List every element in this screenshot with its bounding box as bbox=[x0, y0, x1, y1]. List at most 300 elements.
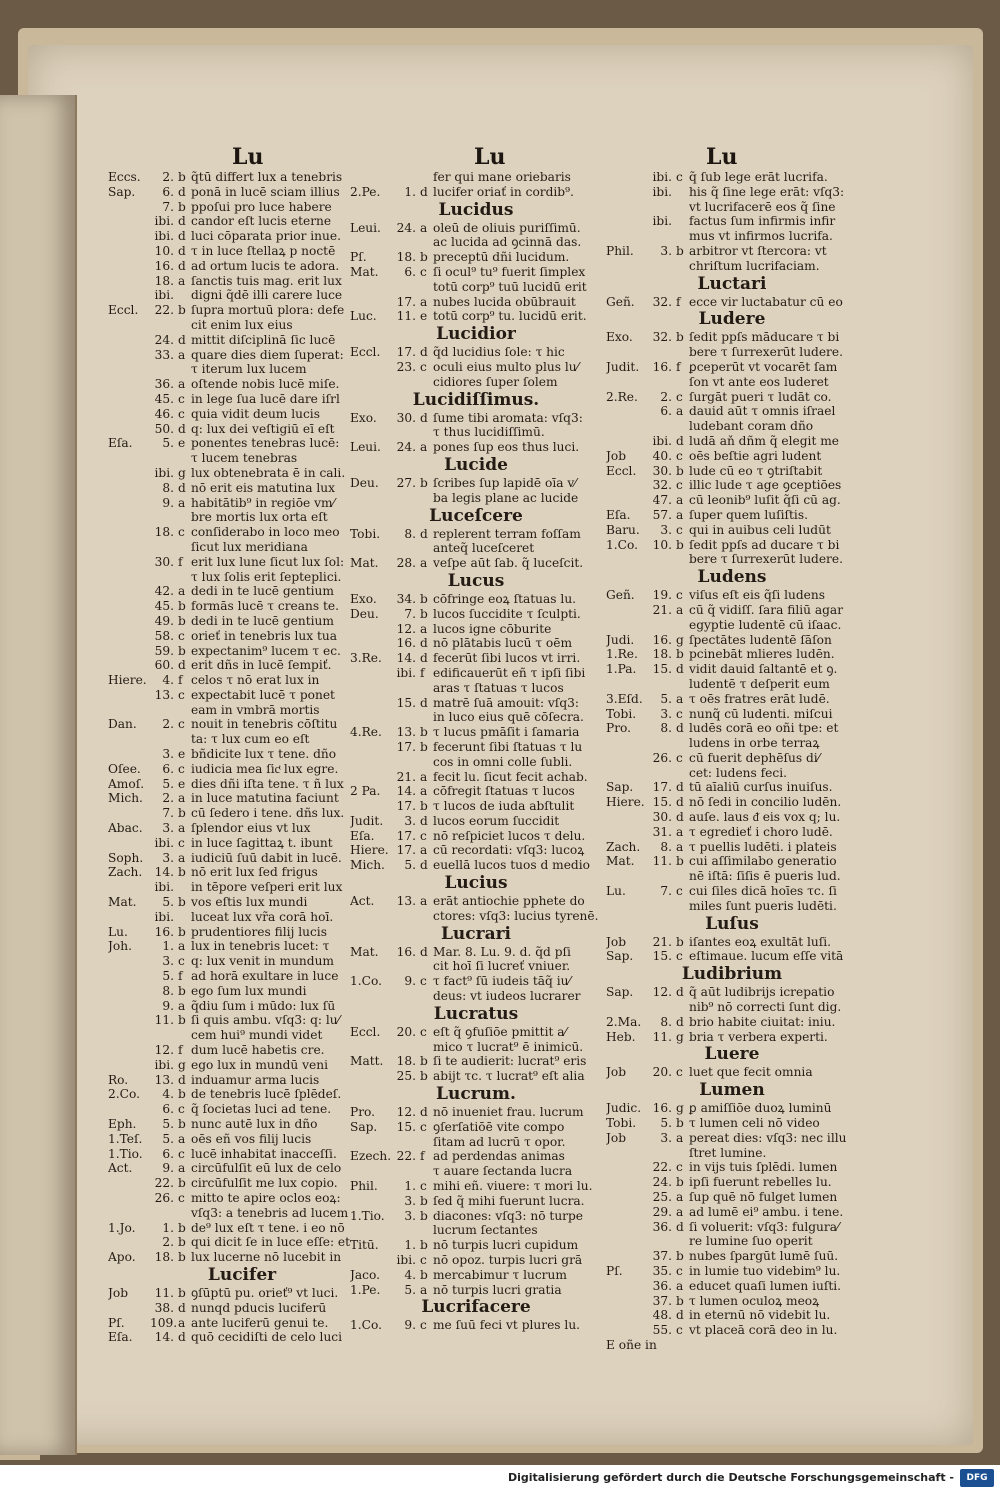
section-letter: d bbox=[178, 214, 186, 229]
concordance-entry bbox=[108, 1316, 376, 1331]
concordance-entry bbox=[350, 360, 602, 375]
section-letter: b bbox=[420, 1267, 428, 1282]
chapter-number: 37. bbox=[652, 1293, 672, 1308]
book-reference bbox=[606, 229, 648, 244]
section-letter bbox=[178, 318, 191, 333]
quotation-text: qui dicit ſe in luce eſſe: et bbox=[191, 1235, 351, 1250]
concordance-entry bbox=[108, 1013, 376, 1028]
book-reference bbox=[108, 392, 150, 407]
section-letter: b bbox=[420, 1054, 428, 1069]
chapter-number bbox=[392, 989, 420, 1004]
quotation-text: preceptū dñi lucidum. bbox=[433, 250, 570, 265]
section-letter bbox=[676, 736, 689, 751]
chapter-number: 6. bbox=[404, 264, 416, 279]
book-reference bbox=[606, 1279, 648, 1294]
chapter-number: 48. bbox=[652, 1308, 672, 1323]
concordance-entry bbox=[350, 345, 602, 360]
chapter-number: 12. bbox=[154, 1043, 174, 1058]
chapter-number: 11. bbox=[154, 1285, 174, 1300]
section-letter bbox=[420, 491, 433, 506]
section-letter bbox=[420, 375, 433, 390]
section-letter bbox=[676, 618, 689, 633]
chapter-number: 58. bbox=[154, 628, 174, 643]
quotation-text: vt placeā corā deo in lu. bbox=[689, 1323, 838, 1338]
concordance-entry bbox=[606, 229, 858, 244]
quotation-text: τ fact⁹ ſū iudeis tāq̃ iu⁄ bbox=[433, 974, 571, 989]
section-letter bbox=[420, 1040, 433, 1055]
book-reference bbox=[350, 666, 392, 681]
quotation-text: nib⁹ nō correcti ſunt dig. bbox=[689, 1000, 842, 1015]
lemma-heading: Lucus bbox=[447, 570, 505, 591]
chapter-number: 33. bbox=[154, 347, 174, 362]
concordance-entry bbox=[108, 969, 376, 984]
quotation-text: ſedit ppſs ad ducare τ bi bbox=[689, 537, 840, 552]
chapter-number bbox=[150, 362, 178, 377]
book-reference bbox=[108, 1206, 150, 1221]
quotation-text: celos τ nō erat lux in bbox=[191, 673, 320, 688]
section-letter: b bbox=[676, 1116, 684, 1131]
quotation-text: dedi in te lucē gentium bbox=[191, 613, 334, 628]
section-letter: a bbox=[676, 839, 684, 854]
chapter-number: 5. bbox=[162, 776, 174, 791]
concordance-entry bbox=[606, 677, 858, 692]
chapter-number: 18. bbox=[396, 250, 416, 265]
quotation-text: ac lucida ad ꝯcinnā das. bbox=[433, 235, 582, 250]
book-reference: Sap. bbox=[108, 184, 136, 199]
quotation-text: educet quaſi lumen iuſti. bbox=[689, 1278, 842, 1293]
book-reference: Hiere. bbox=[606, 795, 645, 810]
book-reference bbox=[350, 740, 392, 755]
section-letter: a bbox=[178, 998, 186, 1013]
concordance-entry bbox=[108, 570, 376, 585]
book-reference bbox=[108, 510, 150, 525]
section-letter: b bbox=[178, 1176, 186, 1191]
chapter-number: 30. bbox=[154, 554, 174, 569]
concordance-entry bbox=[350, 1040, 602, 1055]
quotation-text: ſup quē nō fulget lumen bbox=[689, 1190, 838, 1205]
quotation-text: in lumie tuo videbim⁹ lu. bbox=[689, 1264, 841, 1278]
book-reference bbox=[350, 1194, 392, 1209]
chapter-number: 3. bbox=[162, 747, 174, 762]
section-letter bbox=[676, 200, 689, 215]
concordance-entry bbox=[108, 629, 376, 644]
section-letter: c bbox=[676, 389, 683, 404]
chapter-number: ibi. bbox=[154, 909, 174, 924]
section-letter: b bbox=[178, 1013, 186, 1028]
quotation-text: aras τ ſtatuas τ lucos bbox=[433, 680, 564, 695]
concordance-entry bbox=[108, 1087, 376, 1102]
quotation-text: veſpe aūt ſab. q̃ luceſcit. bbox=[433, 556, 584, 571]
book-reference bbox=[606, 677, 648, 692]
book-reference: Joh. bbox=[108, 939, 132, 954]
lemma-heading: Lucide bbox=[444, 454, 508, 475]
concordance-entry bbox=[350, 1209, 602, 1224]
concordance-entry bbox=[606, 1015, 858, 1030]
chapter-number: ibi. bbox=[652, 184, 672, 199]
section-letter: c bbox=[676, 588, 683, 603]
book-reference bbox=[108, 1102, 150, 1117]
quotation-text: τ lucem tenebras bbox=[191, 451, 298, 466]
book-reference bbox=[108, 599, 150, 614]
book-reference bbox=[606, 766, 648, 781]
book-reference: Apo. bbox=[108, 1250, 136, 1265]
concordance-entry bbox=[108, 214, 376, 229]
section-letter: d bbox=[676, 810, 684, 825]
lemma-heading: Luſus bbox=[705, 913, 759, 934]
concordance-entry bbox=[606, 603, 858, 618]
book-reference bbox=[606, 1234, 648, 1249]
book-reference: 1.Tio. bbox=[350, 1208, 385, 1223]
book-reference: Titū. bbox=[350, 1238, 379, 1253]
book-reference: Eccs. bbox=[108, 170, 141, 184]
book-reference bbox=[108, 244, 150, 259]
book-reference bbox=[108, 999, 150, 1014]
book-reference: Tobi. bbox=[350, 526, 381, 541]
concordance-entry bbox=[108, 1132, 376, 1147]
concordance-entry bbox=[108, 954, 376, 969]
concordance-entry bbox=[606, 1323, 858, 1338]
section-letter: a bbox=[178, 850, 186, 865]
concordance-entry bbox=[108, 717, 376, 732]
chapter-number: 23. bbox=[396, 359, 416, 374]
section-letter: a bbox=[420, 784, 428, 799]
chapter-number: 32. bbox=[652, 294, 672, 309]
quotation-text: habitātib⁹ in regiōe vm⁄ bbox=[191, 495, 335, 510]
book-reference bbox=[606, 1294, 648, 1309]
quotation-text: de⁹ lux eſt τ tene. i eo nō bbox=[191, 1220, 345, 1235]
quotation-text: cōfregit ſtatuas τ lucos bbox=[433, 784, 575, 799]
concordance-entry bbox=[108, 703, 376, 718]
column-2 bbox=[350, 170, 602, 1333]
book-reference bbox=[108, 1235, 150, 1250]
section-letter: b bbox=[178, 983, 186, 998]
section-letter: d bbox=[178, 184, 186, 199]
quotation-text: in vijs tuis ſplēdi. lumen bbox=[689, 1160, 838, 1175]
quotation-text: nō erit lux ſed frigus bbox=[191, 865, 318, 880]
chapter-number: 50. bbox=[154, 421, 174, 436]
book-reference bbox=[606, 810, 648, 825]
section-letter: b bbox=[178, 1235, 186, 1250]
chapter-number: 17. bbox=[396, 828, 416, 843]
book-reference bbox=[108, 1301, 150, 1316]
quotation-text: ctores: vſq3: lucius tyrenē. bbox=[433, 908, 599, 923]
quotation-text: oēs beſtie agri ludent bbox=[689, 448, 822, 463]
chapter-number: 40. bbox=[652, 448, 672, 463]
section-letter bbox=[420, 989, 433, 1004]
concordance-entry bbox=[606, 1030, 858, 1045]
concordance-entry bbox=[606, 618, 858, 633]
chapter-number: 5. bbox=[660, 1116, 672, 1131]
concordance-entry bbox=[108, 1161, 376, 1176]
chapter-number bbox=[648, 736, 676, 751]
quotation-text: cū leonib⁹ luſit q̃ſi cū ag. bbox=[689, 493, 841, 508]
chapter-number: 14. bbox=[154, 1330, 174, 1345]
chapter-number: 31. bbox=[652, 824, 672, 839]
concordance-entry bbox=[606, 360, 858, 375]
section-letter: d bbox=[420, 695, 428, 710]
book-reference: 1.Tio. bbox=[108, 1146, 143, 1161]
quotation-text: ſi voluerit: vſq3: fulgura⁄ bbox=[689, 1219, 840, 1234]
concordance-entry bbox=[350, 622, 602, 637]
chapter-number: 24. bbox=[154, 332, 174, 347]
section-letter: a bbox=[178, 377, 186, 392]
concordance-entry bbox=[108, 732, 376, 747]
book-reference: 1.Co. bbox=[350, 1318, 382, 1333]
section-letter: c bbox=[420, 1318, 427, 1333]
chapter-number: 1. bbox=[404, 1238, 416, 1253]
chapter-number: 49. bbox=[154, 613, 174, 628]
concordance-entry bbox=[350, 1164, 602, 1179]
section-letter bbox=[178, 732, 191, 747]
lemma-heading: Lumen bbox=[699, 1080, 765, 1101]
concordance-entry bbox=[108, 1330, 376, 1345]
section-letter: d bbox=[178, 480, 186, 495]
quotation-text: ſon vt ante eos luderet bbox=[689, 374, 829, 389]
chapter-number: 12. bbox=[652, 985, 672, 1000]
concordance-entry bbox=[350, 843, 602, 858]
book-reference bbox=[606, 200, 648, 215]
concordance-entry bbox=[108, 865, 376, 880]
section-letter: c bbox=[676, 1323, 683, 1338]
section-letter: b bbox=[676, 1175, 684, 1190]
quotation-text: factus ſum infirmis infir bbox=[689, 214, 836, 229]
concordance-entry bbox=[350, 666, 602, 681]
quotation-text: ad horā exultare in luce bbox=[191, 969, 339, 984]
book-reference: Judit. bbox=[606, 359, 640, 374]
book-reference: Soph. bbox=[108, 850, 144, 865]
chapter-number bbox=[392, 1223, 420, 1238]
chapter-number bbox=[392, 235, 420, 250]
section-letter: d bbox=[676, 433, 684, 448]
concordance-entry bbox=[350, 651, 602, 666]
book-reference bbox=[108, 288, 150, 303]
concordance-entry bbox=[108, 274, 376, 289]
quotation-text: nō ſedi in concilio ludēn. bbox=[689, 795, 842, 810]
chapter-number: 16. bbox=[396, 944, 416, 959]
book-reference: Exo. bbox=[350, 591, 377, 606]
book-reference bbox=[350, 636, 392, 651]
section-letter: a bbox=[178, 821, 186, 836]
quotation-text: ſi ocul⁹ tu⁹ fuerit ſimplex bbox=[433, 264, 586, 279]
book-reference bbox=[350, 755, 392, 770]
quotation-text: ecce vir luctabatur cū eo bbox=[689, 294, 843, 309]
chapter-number: 11. bbox=[396, 309, 416, 324]
section-letter: c bbox=[178, 1102, 185, 1117]
section-letter: c bbox=[420, 359, 427, 374]
quotation-text: τ in luce ſtellaꝝ p noctē bbox=[191, 243, 336, 258]
book-reference bbox=[350, 1069, 392, 1084]
quotation-text: lucos ſuccidite τ ſculpti. bbox=[433, 606, 581, 621]
quotation-text: qui in auibus celi ludūt bbox=[689, 522, 831, 537]
section-letter: a bbox=[676, 1278, 684, 1293]
concordance-entry bbox=[606, 449, 858, 464]
section-letter: d bbox=[420, 410, 428, 425]
chapter-number: 8. bbox=[660, 1014, 672, 1029]
book-reference: Oſee. bbox=[108, 761, 141, 776]
quotation-text: ſpectātes ludentē ſāſon bbox=[689, 632, 832, 647]
section-letter: c bbox=[676, 1264, 683, 1278]
quotation-text: ludentē τ deſperit eum bbox=[689, 676, 830, 691]
quotation-text: iudicia mea ſicͭ lux egre. bbox=[191, 761, 339, 776]
quotation-text: mus vt infirmos lucrifa. bbox=[689, 229, 833, 244]
chapter-number: 14. bbox=[154, 865, 174, 880]
chapter-number: 17. bbox=[396, 294, 416, 309]
quotation-text: totū corp⁹ tuū lucidū erit bbox=[433, 279, 587, 294]
concordance-entry bbox=[606, 662, 858, 677]
concordance-entry bbox=[606, 825, 858, 840]
concordance-entry bbox=[108, 1301, 376, 1316]
quotation-text: nubes ſpargūt lumē ſuū. bbox=[689, 1249, 839, 1264]
book-reference: Tobi. bbox=[606, 706, 637, 721]
chapter-number: 34. bbox=[396, 591, 416, 606]
quotation-text: ludēs corā eo oñi tpe: et bbox=[689, 721, 839, 736]
concordance-entry bbox=[108, 200, 376, 215]
book-reference bbox=[108, 910, 150, 925]
book-reference bbox=[606, 1308, 648, 1323]
quotation-text: τ thus lucidiſſimū. bbox=[433, 425, 545, 440]
chapter-number: 2. bbox=[162, 1235, 174, 1250]
section-letter: c bbox=[676, 884, 683, 899]
quotation-text: ponā in lucē sciam illius bbox=[191, 184, 340, 199]
section-letter: c bbox=[676, 522, 683, 537]
quotation-text: cit enim lux eius bbox=[191, 317, 293, 332]
section-letter: b bbox=[178, 1117, 186, 1131]
book-reference bbox=[350, 909, 392, 924]
concordance-entry bbox=[108, 466, 376, 481]
section-letter: d bbox=[178, 1330, 186, 1345]
book-reference: 1.Teſ. bbox=[108, 1131, 143, 1146]
quotation-text: τ puellis ludēti. i plateis bbox=[689, 839, 837, 854]
quotation-text: q̃diu ſum i mūdo: lux ſū bbox=[191, 998, 336, 1013]
book-reference bbox=[108, 1013, 150, 1028]
chapter-number: 18. bbox=[154, 1250, 174, 1265]
section-letter: f bbox=[178, 673, 183, 688]
quotation-text: prudentiores filij lucis bbox=[191, 924, 327, 939]
chapter-number: 13. bbox=[396, 894, 416, 909]
book-reference bbox=[350, 235, 392, 250]
chapter-number bbox=[150, 540, 178, 555]
section-letter: a bbox=[676, 493, 684, 508]
chapter-number: 29. bbox=[652, 1204, 672, 1219]
book-reference: 2.Ma. bbox=[606, 1014, 642, 1029]
book-reference: Eſa. bbox=[108, 1330, 133, 1345]
section-letter: d bbox=[420, 345, 428, 360]
book-reference: Zach. bbox=[606, 839, 641, 854]
concordance-entry bbox=[606, 647, 858, 662]
quotation-text: ipſi fuerunt rebelles lu. bbox=[689, 1175, 832, 1190]
quotation-text: ſanctis tuis mag. erit lux bbox=[191, 273, 342, 288]
quotation-text: formās lucē τ creans te. bbox=[191, 599, 339, 614]
quotation-text: τ lucus pmāſit i ſamaria bbox=[433, 725, 580, 740]
chapter-number: 5. bbox=[660, 691, 672, 706]
concordance-entry bbox=[606, 810, 858, 825]
quotation-text: lucos eorum ſuccidit bbox=[433, 813, 560, 828]
section-letter: b bbox=[676, 647, 684, 662]
concordance-entry bbox=[606, 949, 858, 964]
section-letter: a bbox=[178, 1161, 186, 1176]
book-reference: Dan. bbox=[108, 717, 137, 732]
concordance-entry bbox=[108, 1102, 376, 1117]
chapter-number: 26. bbox=[154, 1190, 174, 1205]
chapter-number: 30. bbox=[396, 410, 416, 425]
funding-notice: Digitalisierung gefördert durch die Deutsche Forschungsgemeinschaft - bbox=[507, 1471, 954, 1484]
quotation-text: oſtende nobis lucē miſe. bbox=[191, 377, 340, 392]
chapter-number: 5. bbox=[404, 858, 416, 873]
chapter-number: 10. bbox=[652, 537, 672, 552]
book-reference: Exo. bbox=[350, 410, 377, 425]
section-letter: d bbox=[676, 795, 684, 810]
section-letter: d bbox=[676, 1014, 684, 1029]
chapter-number: 13. bbox=[396, 725, 416, 740]
chapter-number: 11. bbox=[652, 854, 672, 869]
book-reference bbox=[606, 751, 648, 766]
chapter-number: 24. bbox=[396, 220, 416, 235]
section-letter: d bbox=[178, 658, 186, 673]
chapter-number: 14. bbox=[396, 651, 416, 666]
concordance-entry bbox=[350, 725, 602, 740]
concordance-entry bbox=[606, 1308, 858, 1323]
section-letter: f bbox=[676, 359, 681, 374]
section-letter: b bbox=[420, 475, 428, 490]
section-letter: c bbox=[178, 1190, 185, 1205]
book-reference: Mich. bbox=[350, 858, 385, 873]
chapter-number: 8. bbox=[162, 480, 174, 495]
quotation-text: nunc autē lux in dño bbox=[191, 1117, 318, 1131]
book-reference bbox=[606, 825, 648, 840]
quotation-text: mihi eñ. viuere: τ mori lu. bbox=[433, 1179, 593, 1194]
quotation-text: lucos igne cōburite bbox=[433, 621, 552, 636]
book-reference bbox=[606, 1190, 648, 1205]
section-letter: f bbox=[178, 554, 183, 569]
concordance-entry bbox=[350, 1318, 602, 1333]
concordance-entry bbox=[606, 1101, 858, 1116]
book-reference: Judit. bbox=[350, 813, 384, 828]
book-reference: Job bbox=[108, 1285, 129, 1300]
concordance-entry bbox=[606, 736, 858, 751]
quotation-text: pcinebāt mlieres ludēn. bbox=[689, 647, 835, 662]
quotation-text: ad ortum lucis te adora. bbox=[191, 258, 340, 273]
quotation-text: erit lux lune ſicut lux ſol: bbox=[191, 554, 345, 569]
section-letter bbox=[420, 280, 433, 295]
quotation-text: dedi in te lucē gentium bbox=[191, 584, 334, 599]
concordance-entry bbox=[108, 362, 376, 377]
column-3 bbox=[606, 170, 858, 1353]
chapter-number: 21. bbox=[652, 934, 672, 949]
chapter-number bbox=[392, 710, 420, 725]
quotation-text: conſiderabo in loco meo bbox=[191, 525, 340, 540]
quotation-text: cū recordati: vſq3: lucoꝝ bbox=[433, 843, 585, 858]
quotation-text: ponentes tenebras lucē: bbox=[191, 436, 340, 451]
chapter-number: 10. bbox=[154, 243, 174, 258]
book-reference bbox=[350, 360, 392, 375]
concordance-entry bbox=[350, 784, 602, 799]
concordance-entry bbox=[350, 1283, 602, 1298]
chapter-number bbox=[392, 681, 420, 696]
quotation-text: eſt q̃ ꝯfuſiōe pmittit a⁄ bbox=[433, 1024, 567, 1039]
chapter-number bbox=[150, 510, 178, 525]
chapter-number bbox=[150, 570, 178, 585]
concordance-entry bbox=[606, 244, 858, 259]
chapter-number: 12. bbox=[396, 621, 416, 636]
quotation-text: τ iterum lux lucem bbox=[191, 362, 307, 377]
book-reference: Judic. bbox=[606, 1101, 642, 1116]
chapter-number: 15. bbox=[396, 1119, 416, 1134]
section-letter: a bbox=[178, 791, 186, 806]
concordance-entry bbox=[606, 1000, 858, 1015]
chapter-number: 42. bbox=[154, 584, 174, 599]
quotation-text: ſitam ad lucrū τ opor. bbox=[433, 1134, 566, 1149]
chapter-number: 13. bbox=[154, 1072, 174, 1087]
